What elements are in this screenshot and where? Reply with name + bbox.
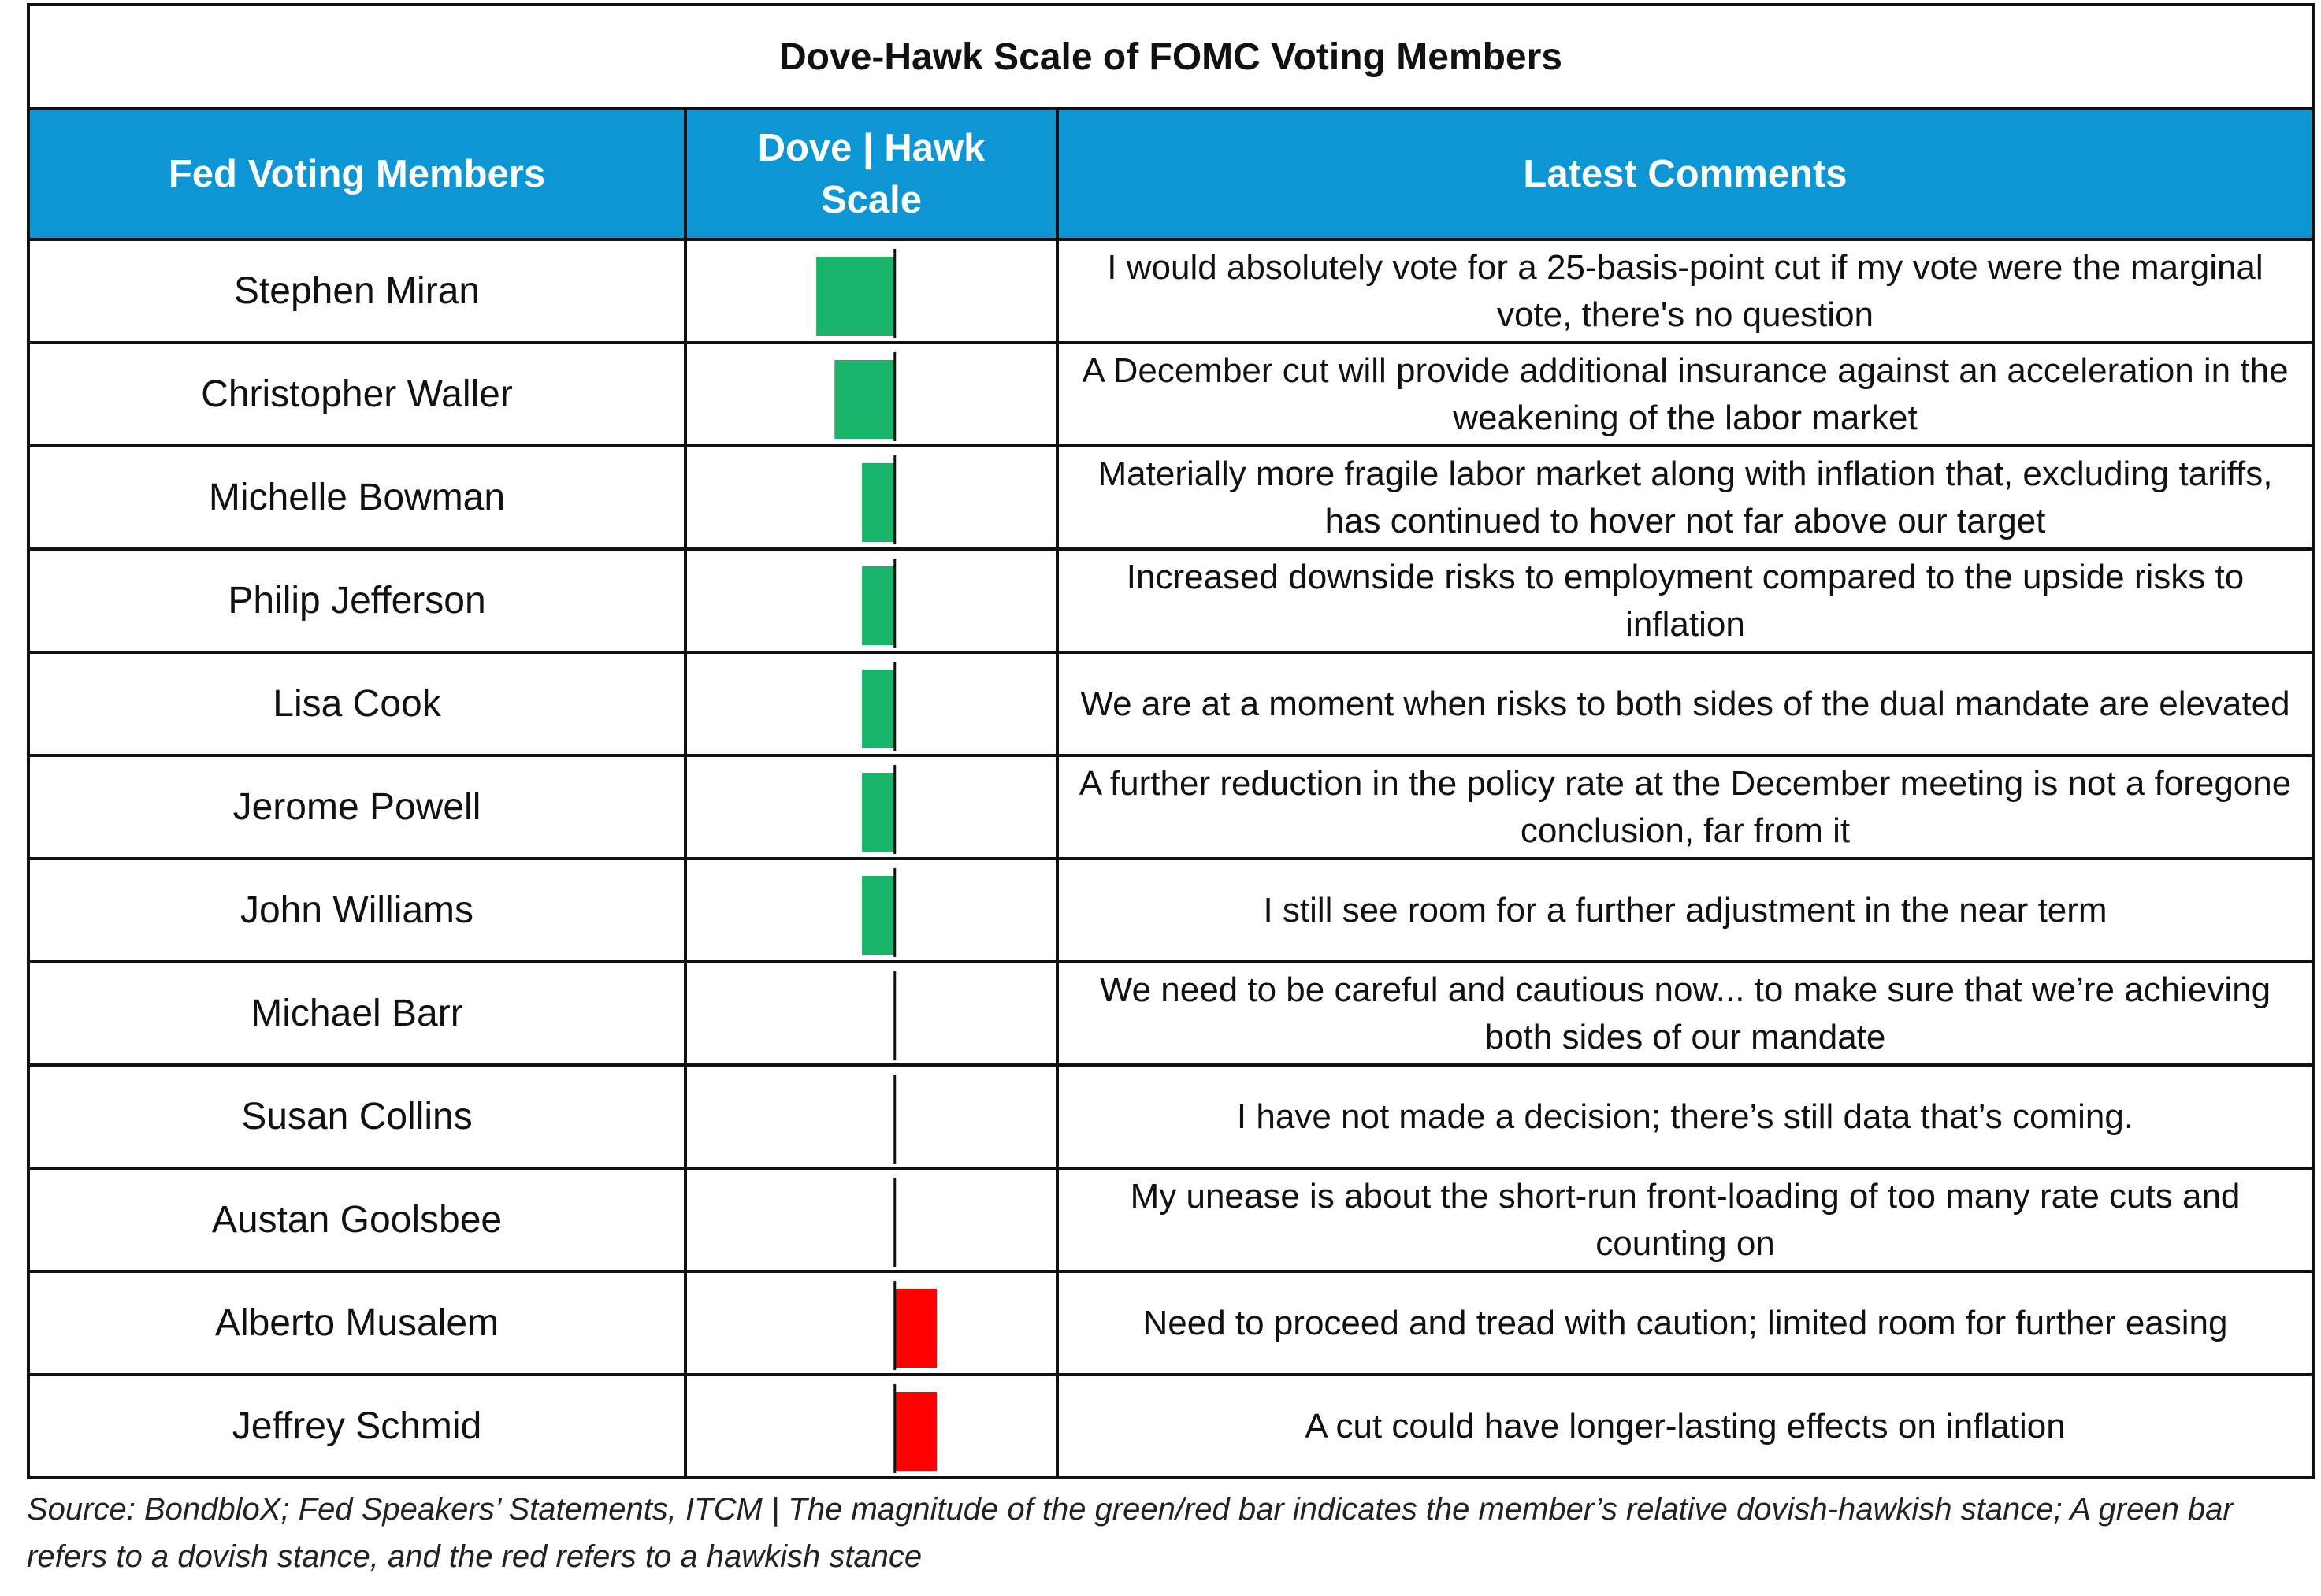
scale-svg (687, 860, 1056, 960)
header-scale-label: Dove | Hawk Scale (757, 127, 986, 221)
scale-svg (687, 1067, 1056, 1167)
scale-cell (685, 446, 1057, 549)
table-row (28, 446, 2313, 549)
scale-cell (685, 1168, 1057, 1271)
scale-cell (685, 652, 1057, 755)
scale-svg (687, 447, 1056, 547)
member-comment: Need to proceed and tread with caution; limited room for further easing (1057, 1271, 2313, 1375)
scale-cell (685, 1065, 1057, 1168)
table-row (28, 343, 2313, 446)
dovish-bar (862, 463, 895, 542)
dovish-bar (816, 257, 895, 336)
member-name: Alberto Musalem (28, 1271, 685, 1375)
scale-svg (687, 1273, 1056, 1373)
table-row (28, 755, 2313, 859)
member-name: Jeffrey Schmid (28, 1375, 685, 1478)
member-name: Stephen Miran (28, 239, 685, 343)
dovish-bar (834, 360, 894, 439)
member-name: Lisa Cook (28, 652, 685, 755)
chart-title: Dove-Hawk Scale of FOMC Voting Members (28, 5, 2313, 109)
scale-svg (687, 241, 1056, 341)
source-note: Source: BondbloX; Fed Speakers’ Statements, ITCM | The magnitude of the green/red bar indicates the member’s relative dovish-hawkish stance; A green bar refers to a dovish stance, and the red refers to a hawkish stance (27, 1492, 2234, 1574)
dovish-bar (862, 670, 895, 748)
member-name: Austan Goolsbee (28, 1168, 685, 1271)
member-comment: Materially more fragile labor market along with inflation that, excluding tariffs, has continued to hover not far above our target (1057, 446, 2313, 549)
member-comment: A further reduction in the policy rate at the December meeting is not a foregone conclusion, far from it (1057, 755, 2313, 859)
scale-svg (687, 757, 1056, 857)
scale-svg (687, 963, 1056, 1063)
table-row (28, 1271, 2313, 1375)
table-row (28, 1065, 2313, 1168)
member-name: Michael Barr (28, 962, 685, 1065)
table-row (28, 1168, 2313, 1271)
member-comment: We need to be careful and cautious now... to make sure that we’re achieving both sides of our mandate (1057, 962, 2313, 1065)
member-comment: I would absolutely vote for a 25-basis-point cut if my vote were the marginal vote, there's no question (1057, 239, 2313, 343)
scale-cell (685, 239, 1057, 343)
scale-cell (685, 343, 1057, 446)
chart-container (27, 3, 2312, 1580)
scale-cell (685, 1375, 1057, 1478)
scale-svg (687, 1376, 1056, 1476)
member-name: Christopher Waller (28, 343, 685, 446)
hawkish-bar (895, 1289, 937, 1368)
table-row (28, 652, 2313, 755)
member-comment: A cut could have longer-lasting effects on inflation (1057, 1375, 2313, 1478)
table-body (28, 239, 2313, 1478)
header-members: Fed Voting Members (28, 109, 685, 239)
member-comment: I have not made a decision; there’s still data that’s coming. (1057, 1065, 2313, 1168)
header-scale (685, 109, 1057, 239)
member-name: Susan Collins (28, 1065, 685, 1168)
scale-cell (685, 1271, 1057, 1375)
member-comment: My unease is about the short-run front-loading of too many rate cuts and counting on (1057, 1168, 2313, 1271)
table-row (28, 962, 2313, 1065)
scale-svg (687, 344, 1056, 444)
scale-cell (685, 962, 1057, 1065)
member-comment: A December cut will provide additional insurance against an acceleration in the weakening of the labor market (1057, 343, 2313, 446)
table-row (28, 549, 2313, 652)
member-comment: Increased downside risks to employment compared to the upside risks to inflation (1057, 549, 2313, 652)
member-name: Michelle Bowman (28, 446, 685, 549)
fomc-table (27, 3, 2315, 1479)
table-row (28, 239, 2313, 343)
member-name: John Williams (28, 859, 685, 962)
member-comment: I still see room for a further adjustment in the near term (1057, 859, 2313, 962)
dovish-bar (862, 566, 895, 645)
hawkish-bar (895, 1392, 937, 1471)
dovish-bar (862, 773, 895, 852)
member-name: Philip Jefferson (28, 549, 685, 652)
table-row (28, 859, 2313, 962)
table-row (28, 1375, 2313, 1478)
scale-svg (687, 1170, 1056, 1270)
dovish-bar (862, 876, 895, 955)
header-comments: Latest Comments (1057, 109, 2313, 239)
scale-svg (687, 654, 1056, 754)
scale-cell (685, 859, 1057, 962)
scale-svg (687, 551, 1056, 651)
scale-cell (685, 549, 1057, 652)
member-name: Jerome Powell (28, 755, 685, 859)
member-comment: We are at a moment when risks to both sides of the dual mandate are elevated (1057, 652, 2313, 755)
scale-cell (685, 755, 1057, 859)
